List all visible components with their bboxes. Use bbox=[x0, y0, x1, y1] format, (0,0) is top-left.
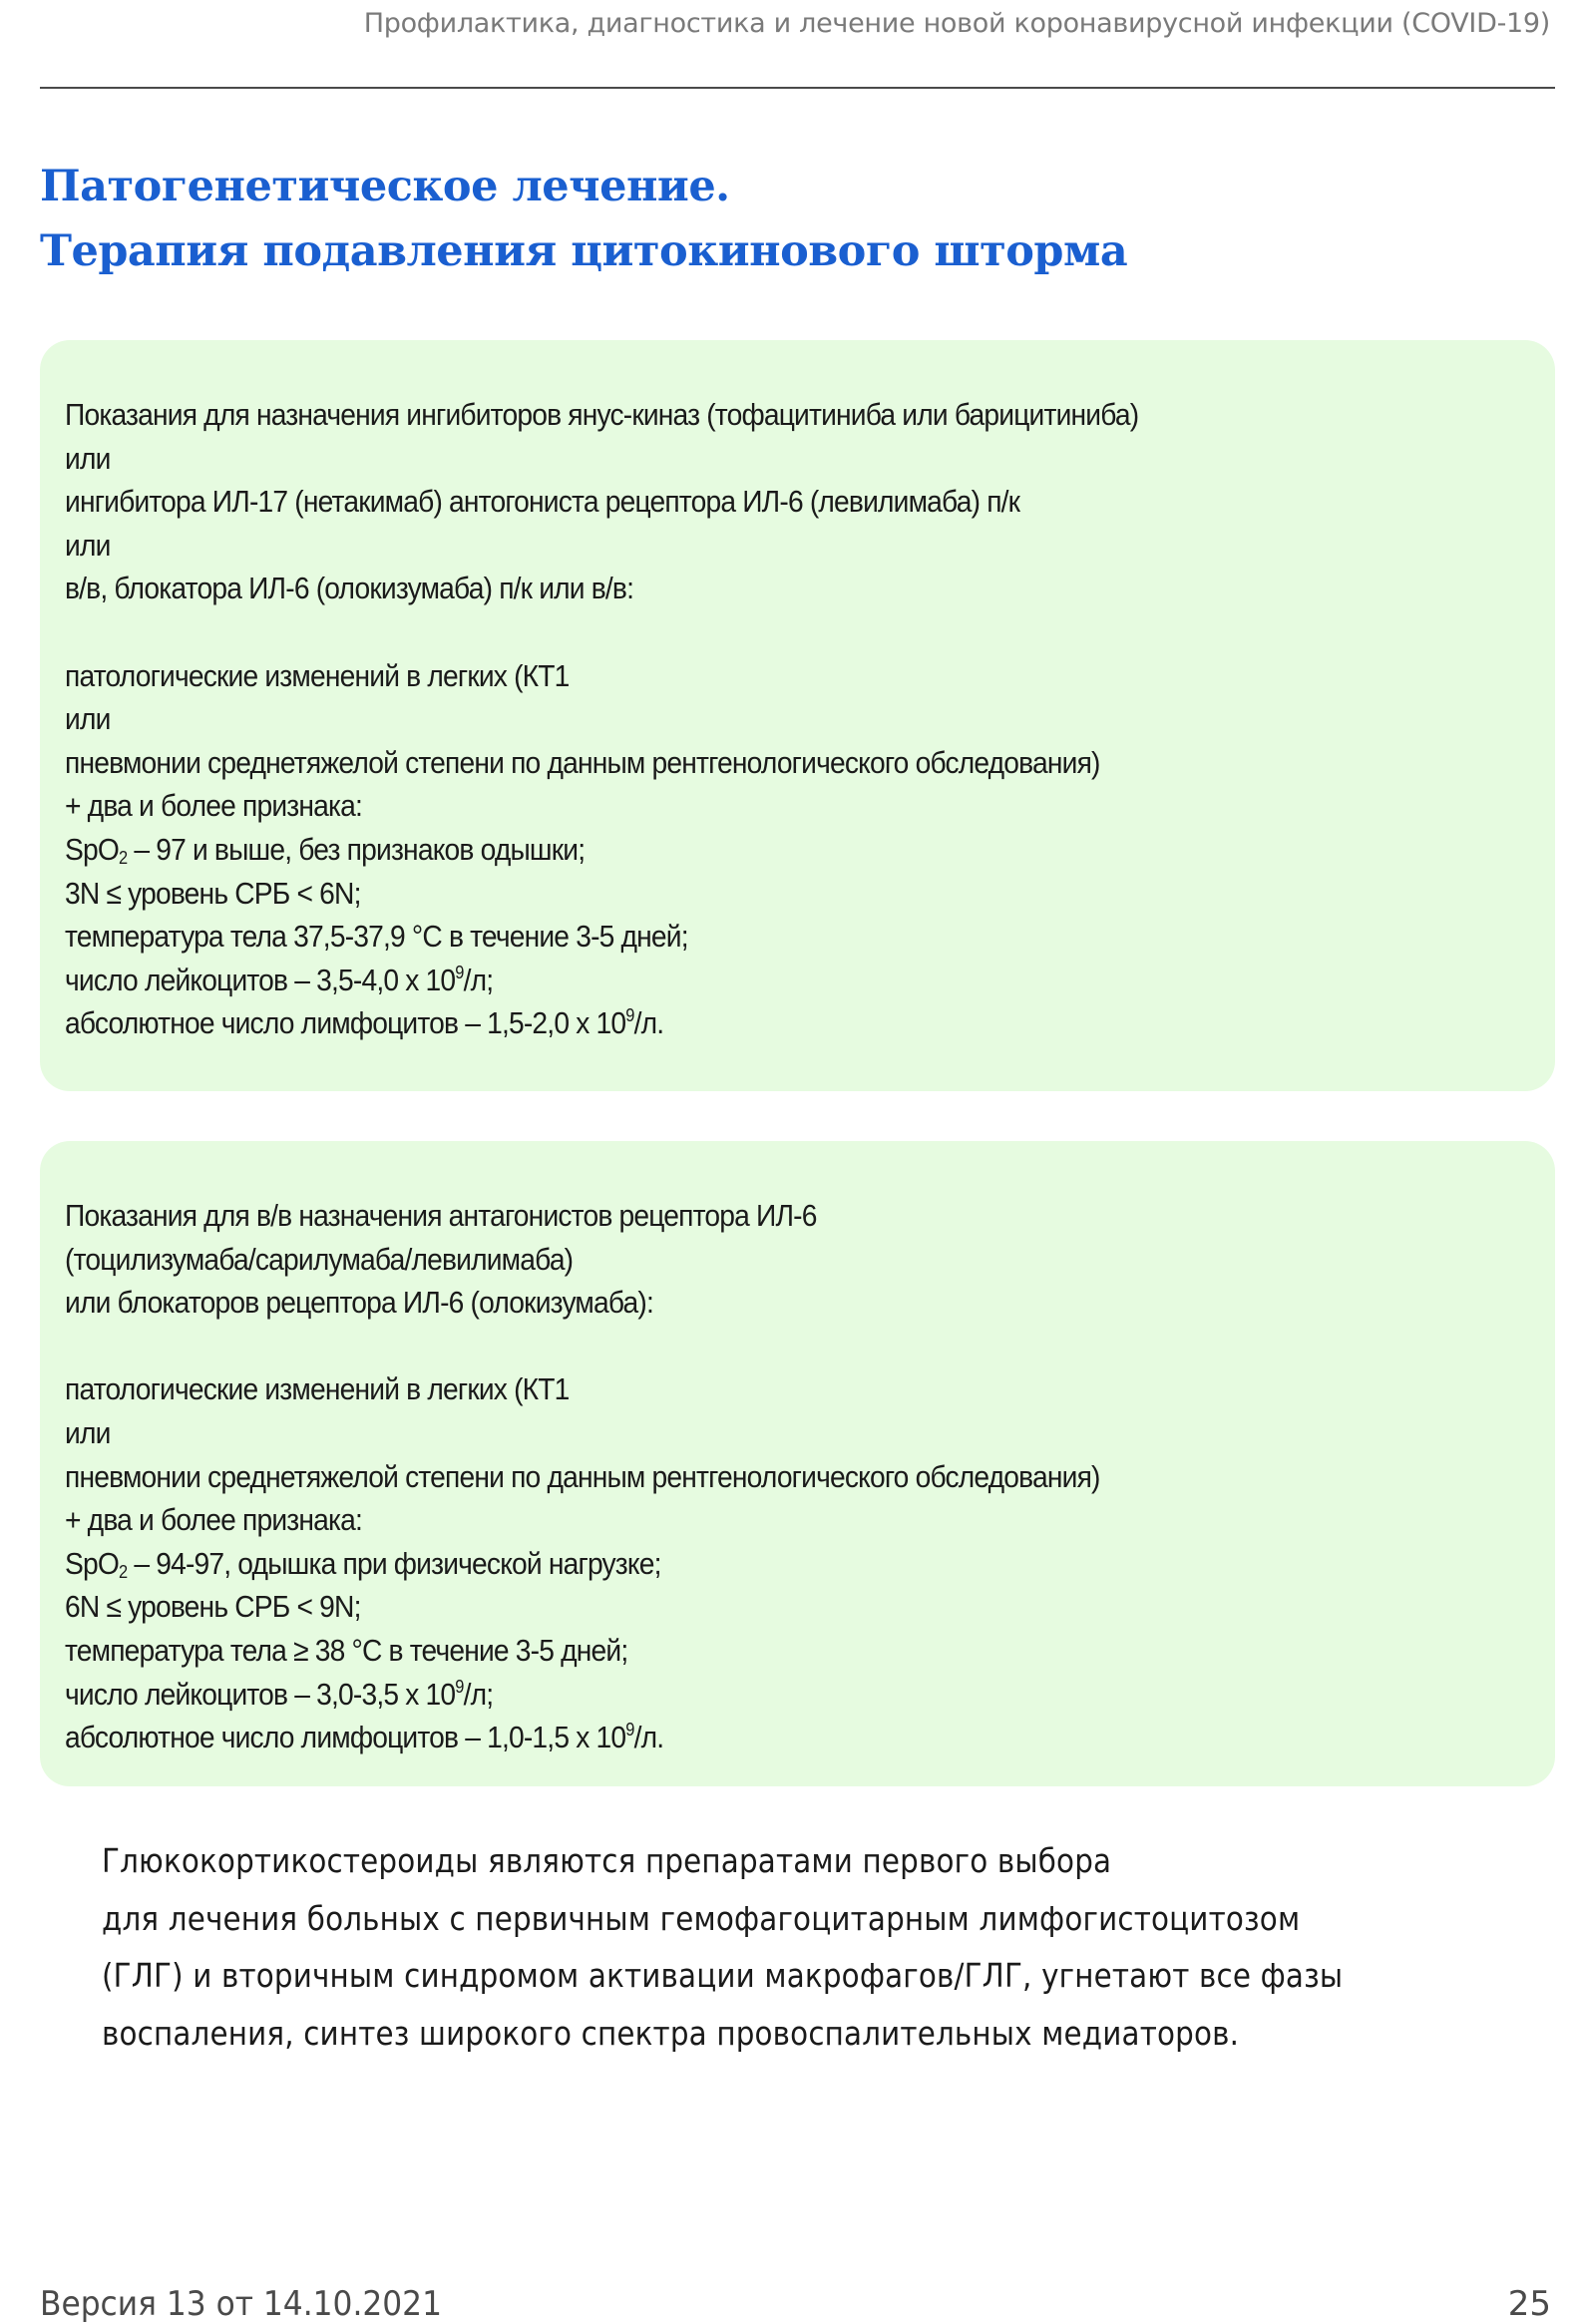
box2-line: Показания для в/в назначения антагонистов рецептора ИЛ-6 bbox=[65, 1198, 817, 1233]
leukocytes-unit: /л; bbox=[463, 1676, 494, 1712]
spo2-subscript: 2 bbox=[119, 1561, 128, 1582]
box2-spo2-line bbox=[65, 1542, 1481, 1586]
box1-line: или bbox=[65, 527, 111, 563]
box1-line: + два и более признака: bbox=[65, 788, 363, 824]
glucocorticoids-paragraph bbox=[102, 1832, 1343, 2062]
lymphocytes-text: абсолютное число лимфоцитов – 1,0-1,5 х 10 bbox=[65, 1720, 626, 1755]
box2-line: пневмонии среднетяжелой степени по данным рентгенологического обследования) bbox=[65, 1458, 1100, 1494]
indications-box-jak-inhibitors-text bbox=[65, 393, 1481, 1045]
running-header: Профилактика, диагностика и лечение новой коронавирусной инфекции (COVID-19) bbox=[363, 8, 1550, 39]
box1-line: или bbox=[65, 701, 111, 737]
indications-box-il6-antagonists bbox=[40, 1141, 1555, 1786]
section-title-line-2: Терапия подавления цитокинового шторма bbox=[40, 226, 1128, 276]
box1-line: пневмонии среднетяжелой степени по данным рентгенологического обследования) bbox=[65, 744, 1100, 780]
box2-line: + два и более признака: bbox=[65, 1502, 363, 1538]
box2-spacer bbox=[65, 1325, 1481, 1368]
header-divider bbox=[40, 87, 1555, 89]
footer-version: Версия 13 от 14.10.2021 bbox=[40, 2284, 443, 2324]
box2-line: патологические изменений в легких (КТ1 bbox=[65, 1371, 570, 1407]
box1-line: или bbox=[65, 440, 111, 476]
lymphocytes-exponent: 9 bbox=[625, 1005, 634, 1026]
box2-line: (тоцилизумаба/сарилумаба/левилимаба) bbox=[65, 1241, 574, 1277]
lymphocytes-unit: /л. bbox=[633, 1005, 664, 1041]
box1-crp-line: 3N ≤ уровень СРБ < 6N; bbox=[65, 875, 361, 911]
indications-box-jak-inhibitors bbox=[40, 340, 1555, 1091]
box2-temp-line: температура тела ≥ 38 °С в течение 3-5 дней; bbox=[65, 1632, 628, 1668]
box1-lymphocytes-line bbox=[65, 1001, 1481, 1045]
box1-temp-line: температура тела 37,5-37,9 °С в течение 3-5 дней; bbox=[65, 919, 688, 955]
box1-spacer bbox=[65, 610, 1481, 654]
leukocytes-exponent: 9 bbox=[455, 962, 464, 982]
box2-line: или bbox=[65, 1414, 111, 1450]
spo2-label: SpO bbox=[65, 1545, 120, 1581]
paragraph-line: Глюкокортикостероиды являются препаратами первого выбора bbox=[102, 1841, 1112, 1880]
leukocytes-exponent: 9 bbox=[455, 1676, 464, 1697]
spo2-subscript: 2 bbox=[119, 847, 128, 868]
page-number: 25 bbox=[1507, 2284, 1551, 2324]
leukocytes-text: число лейкоцитов – 3,0-3,5 х 10 bbox=[65, 1676, 456, 1712]
lymphocytes-text: абсолютное число лимфоцитов – 1,5-2,0 х 10 bbox=[65, 1005, 626, 1041]
box1-line: в/в, блокатора ИЛ-6 (олокизумаба) п/к или в/в: bbox=[65, 571, 634, 606]
indications-box-il6-antagonists-text bbox=[65, 1194, 1481, 1759]
paragraph-line: воспаления, синтез широкого спектра провоспалительных медиаторов. bbox=[102, 2013, 1240, 2053]
section-title bbox=[40, 155, 1127, 284]
box2-crp-line: 6N ≤ уровень СРБ < 9N; bbox=[65, 1589, 361, 1625]
box1-spo2-line bbox=[65, 828, 1481, 872]
spo2-value: – 94-97, одышка при физической нагрузке; bbox=[127, 1545, 661, 1581]
spo2-value: – 97 и выше, без признаков одышки; bbox=[127, 831, 586, 867]
box1-leukocytes-line bbox=[65, 959, 1481, 1002]
box1-line: ингибитора ИЛ-17 (нетакимаб) антогониста рецептора ИЛ-6 (левилимаба) п/к bbox=[65, 484, 1020, 520]
lymphocytes-unit: /л. bbox=[633, 1720, 664, 1755]
box1-line: патологические изменений в легких (КТ1 bbox=[65, 657, 570, 693]
paragraph-line: (ГЛГ) и вторичным синдромом активации макрофагов/ГЛГ, угнетают все фазы bbox=[102, 1956, 1344, 1995]
spo2-label: SpO bbox=[65, 831, 120, 867]
lymphocytes-exponent: 9 bbox=[625, 1720, 634, 1741]
box1-line: Показания для назначения ингибиторов янус-киназ (тофацитиниба или барицитиниба) bbox=[65, 397, 1139, 432]
leukocytes-text: число лейкоцитов – 3,5-4,0 х 10 bbox=[65, 962, 456, 997]
box2-line: или блокаторов рецептора ИЛ-6 (олокизумаба): bbox=[65, 1285, 654, 1321]
box2-lymphocytes-line bbox=[65, 1716, 1481, 1759]
leukocytes-unit: /л; bbox=[463, 962, 494, 997]
paragraph-line: для лечения больных с первичным гемофагоцитарным лимфогистоцитозом bbox=[102, 1898, 1301, 1938]
section-title-line-1: Патогенетическое лечение. bbox=[40, 162, 730, 211]
box2-leukocytes-line bbox=[65, 1673, 1481, 1717]
